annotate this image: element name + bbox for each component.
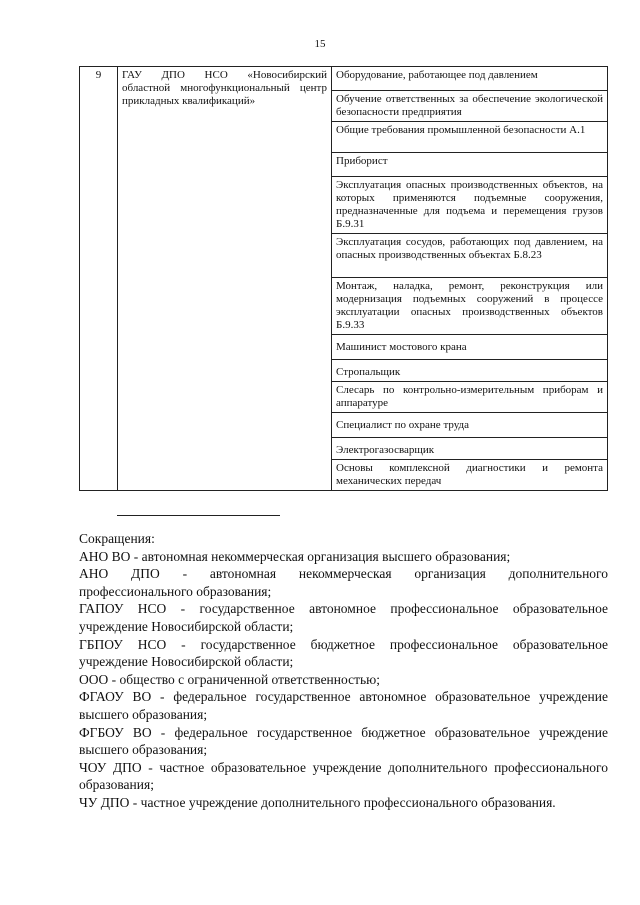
organization-cell: ГАУ ДПО НСО «Новосибирский областной многофункциональный центр прикладных квалификаций»	[118, 67, 332, 491]
program-cell: Специалист по охране труда	[332, 413, 608, 438]
program-cell: Эксплуатация опасных производственных объектов, на которых применяются подъемные сооружения, предназначенные для подъема и перемещения грузов Б.9.31	[332, 177, 608, 234]
program-cell: Электрогазосварщик	[332, 438, 608, 460]
abbreviation-item: ФГБОУ ВО - федеральное государственное бюджетное образовательное учреждение высшего образования;	[79, 724, 608, 758]
program-cell: Монтаж, наладка, ремонт, реконструкция или модернизация подъемных сооружений в процессе эксплуатации опасных производственных объектов Б.9.33	[332, 278, 608, 335]
abbreviation-item: АНО ДПО - автономная некоммерческая организация дополнительного профессионального образования;	[79, 566, 608, 599]
program-cell: Приборист	[332, 153, 608, 177]
program-cell: Оборудование, работающее под давлением	[332, 67, 608, 91]
abbreviation-item: ФГАОУ ВО - федеральное государственное автономное образовательное учреждение высшего образования;	[79, 689, 608, 722]
abbreviation-item: ЧОУ ДПО - частное образовательное учреждение дополнительного профессионального образования;	[79, 759, 608, 793]
program-cell: Машинист мостового крана	[332, 335, 608, 360]
program-cell: Основы комплексной диагностики и ремонта механических передач	[332, 460, 608, 491]
abbreviation-item: ГАПОУ НСО - государственное автономное профессиональное образовательное учреждение Новосибирской области;	[79, 601, 608, 634]
program-cell: Слесарь по контрольно-измерительным приборам и аппаратуре	[332, 382, 608, 413]
abbreviations-section	[79, 530, 608, 812]
program-cell: Стропальщик	[332, 360, 608, 382]
footnote-separator	[117, 515, 280, 516]
program-cell: Обучение ответственных за обеспечение экологической безопасности предприятия	[332, 91, 608, 122]
abbreviation-item: ЧУ ДПО - частное учреждение дополнительного профессионального образования.	[79, 794, 556, 810]
program-cell: Эксплуатация сосудов, работающих под давлением, на опасных производственных объектах Б.8.23	[332, 234, 608, 278]
training-programs-table	[79, 66, 608, 491]
abbreviations-title: Сокращения:	[79, 531, 155, 546]
table-row	[80, 67, 608, 91]
page-number: 15	[314, 38, 326, 50]
abbreviation-item: АНО ВО - автономная некоммерческая организация высшего образования;	[79, 548, 511, 564]
program-cell: Общие требования промышленной безопасности А.1	[332, 122, 608, 153]
abbreviation-item: ГБПОУ НСО - государственное бюджетное профессиональное образовательное учреждение Новосибирской области;	[79, 636, 608, 670]
abbreviation-item: ООО - общество с ограниченной ответственностью;	[79, 671, 380, 687]
row-number-cell: 9	[80, 67, 118, 491]
